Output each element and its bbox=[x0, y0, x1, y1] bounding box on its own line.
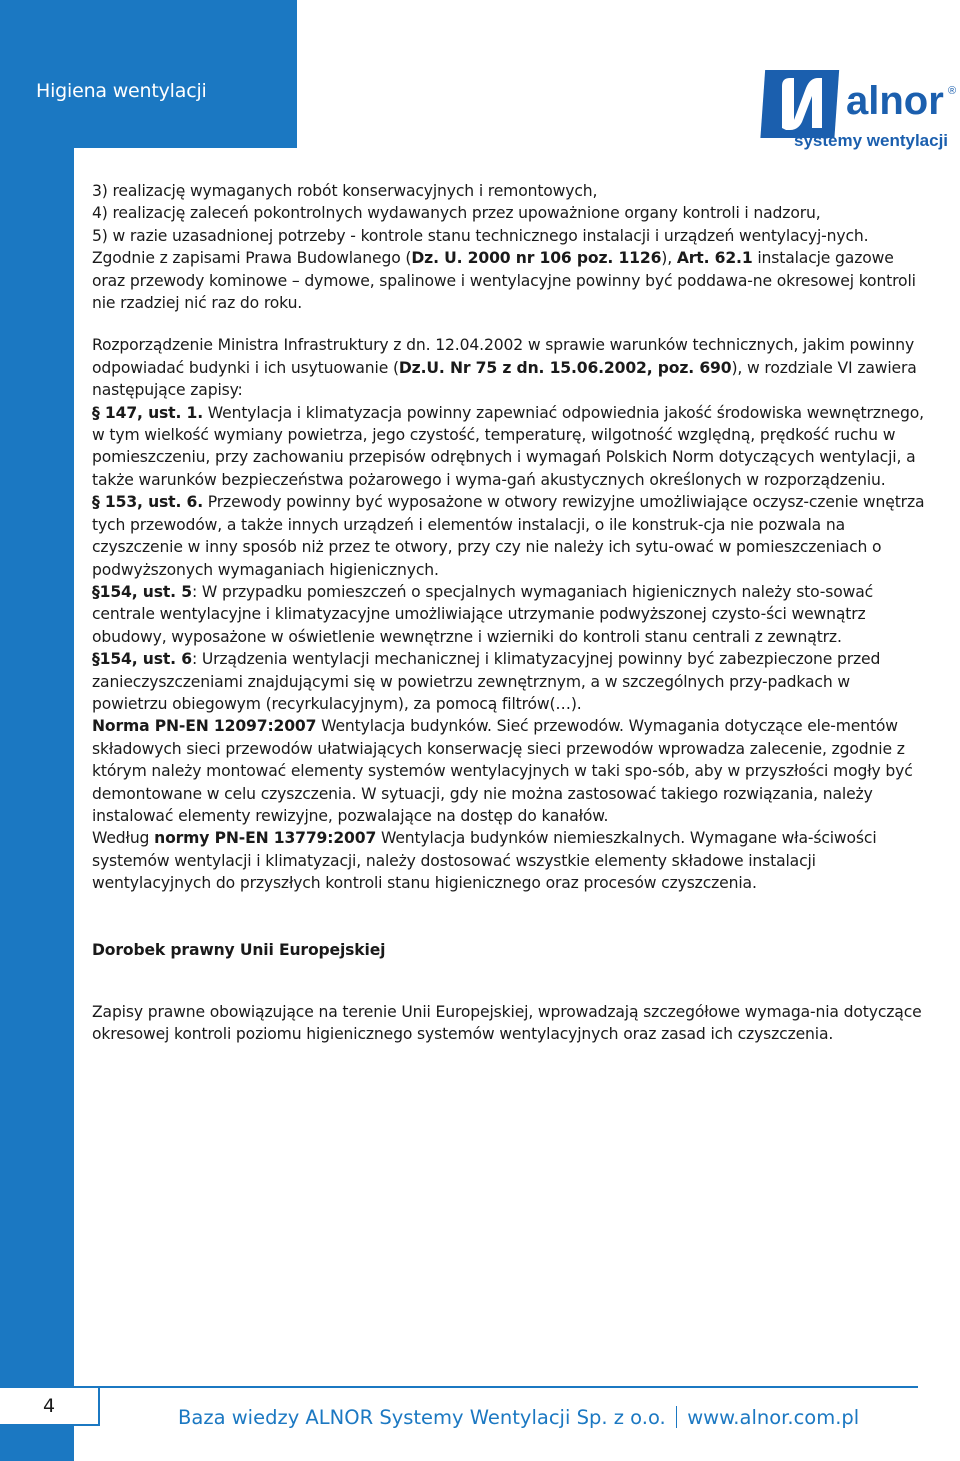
list-item: 4) realizację zaleceń pokontrolnych wydawanych przez upoważnione organy kontroli i nadzoru, bbox=[92, 204, 821, 223]
paragraph-norma-12097: Norma PN-EN 12097:2007 Wentylacja budynków. Sieć przewodów. Wymagania dotyczące ele-mentów składowych sieci przewodów ułatwiających konserwację sieci przewodów wprowadza zalecenie, zgodnie z którym należy montować elementy systemów wentylacyjnych w taki spo-sób, aby w przyszłości mogły być demontowane w celu czyszczenia. W sytuacji, gdy nie można zastosować takiego rozwiązania, należy instalować elementy rewizyjne, pozwalające na dostęp do kanałów. bbox=[92, 717, 913, 825]
svg-text:systemy wentylacji: systemy wentylacji bbox=[794, 131, 949, 150]
header-tab bbox=[0, 0, 297, 148]
main-content bbox=[92, 180, 926, 1046]
list-item: 5) w razie uzasadnionej potrzeby - kontrole stanu technicznego instalacji i urządzeń wentylacyj-nych. bbox=[92, 226, 869, 245]
paragraph-norma-13779: Według normy PN-EN 13779:2007 Wentylacja budynków niemieszkalnych. Wymagane wła-ściwości systemów wentylacji i klimatyzacji, należy dostosować wszystkie elementy składowe instalacji wentylacyjnych do przyszłych kontroli stanu higienicznego oraz procesów czyszczenia. bbox=[92, 829, 877, 893]
left-accent-bar bbox=[0, 0, 74, 1461]
paragraph-rozporzadzenie: Rozporządzenie Ministra Infrastruktury z dn. 12.04.2002 w sprawie warunków technicznych, jakim powinny odpowiadać budynki i ich usytuowanie (Dz.U. Nr 75 z dn. 15.06.2002, poz. 690), w rozdziale VI zawiera następujące zapisy: bbox=[92, 336, 917, 400]
svg-text:alnor: alnor bbox=[846, 79, 944, 123]
footer-company: Baza wiedzy ALNOR Systemy Wentylacji Sp. z o.o. bbox=[178, 1406, 666, 1429]
page-number: 4 bbox=[0, 1386, 100, 1426]
alnor-logo-icon bbox=[760, 58, 960, 158]
paragraph-eu: Zapisy prawne obowiązujące na terenie Unii Europejskiej, wprowadzają szczegółowe wymaga-nia dotyczące okresowej kontroli poziomu higienicznego systemów wentylacyjnych oraz zasad ich czyszczenia. bbox=[92, 1003, 922, 1044]
svg-text:®: ® bbox=[948, 85, 957, 97]
footer-url-link[interactable]: www.alnor.com.pl bbox=[687, 1406, 860, 1429]
paragraph-prawo-budowlane: Zgodnie z zapisami Prawa Budowlanego (Dz. U. 2000 nr 106 poz. 1126), Art. 62.1 instalacje gazowe oraz przewody kominowe – dymowe, spalinowe i wentylacyjne powinny być poddawa-ne okresowej kontroli nie rzadziej nić raz do roku. bbox=[92, 249, 916, 313]
footer-separator bbox=[676, 1406, 678, 1428]
list-item: 3) realizację wymaganych robót konserwacyjnych i remontowych, bbox=[92, 182, 598, 200]
paragraph-154-6: §154, ust. 6: Urządzenia wentylacji mechanicznej i klimatyzacyjnej powinny być zabezpieczone przed zanieczyszczeniami znajdującymi się w powietrzu zewnętrznym, a w szczególnych przy-padkach w powietrzu obiegowym (recyrkulacyjnym), za pomocą filtrów(…). bbox=[92, 650, 881, 713]
paragraph-154-5: §154, ust. 5: W przypadku pomieszczeń o specjalnych wymaganiach higienicznych należy sto-sować centrale wentylacyjne i klimatyzacyjne umożliwiające utrzymanie podwyższonej czysto-ści wewnątrz obudowy, wyposażone w oświetlenie wewnętrzne i wzierniki do kontroli stanu centrali z zewnątrz. bbox=[92, 582, 874, 646]
alnor-logo bbox=[760, 58, 960, 158]
section-heading: Dorobek prawny Unii Europejskiej bbox=[92, 940, 386, 959]
section-title: Higiena wentylacji bbox=[36, 80, 207, 102]
paragraph-153: § 153, ust. 6. Przewody powinny być wyposażone w otwory rewizyjne umożliwiające oczysz-czenie wnętrza tych przewodów, a także innych urządzeń i elementów instalacji, o ile konstruk-cja nie pozwala na czyszczenie w inny sposób niż przez te otwory, przy czy nie należy ich sytu-ować w pomieszczeniach o podwyższonych wymaganiach higienicznych. bbox=[92, 493, 925, 579]
paragraph-147: § 147, ust. 1. Wentylacja i klimatyzacja powinny zapewniać odpowiednia jakość środowiska wewnętrznego, w tym wielkość wymiany powietrza, jego czystość, temperaturę, wilgotność względną, prędkość ruchu w pomieszczeniu, przy zachowaniu przepisów odrębnych i wymagań Polskich Norm dotyczących wentylacji, a także warunków bezpieczeństwa pożarowego i wyma-gań akustycznych określonych w rozporządzeniu. bbox=[92, 403, 924, 489]
footer-text bbox=[178, 1406, 859, 1429]
footer-rule bbox=[100, 1386, 918, 1388]
